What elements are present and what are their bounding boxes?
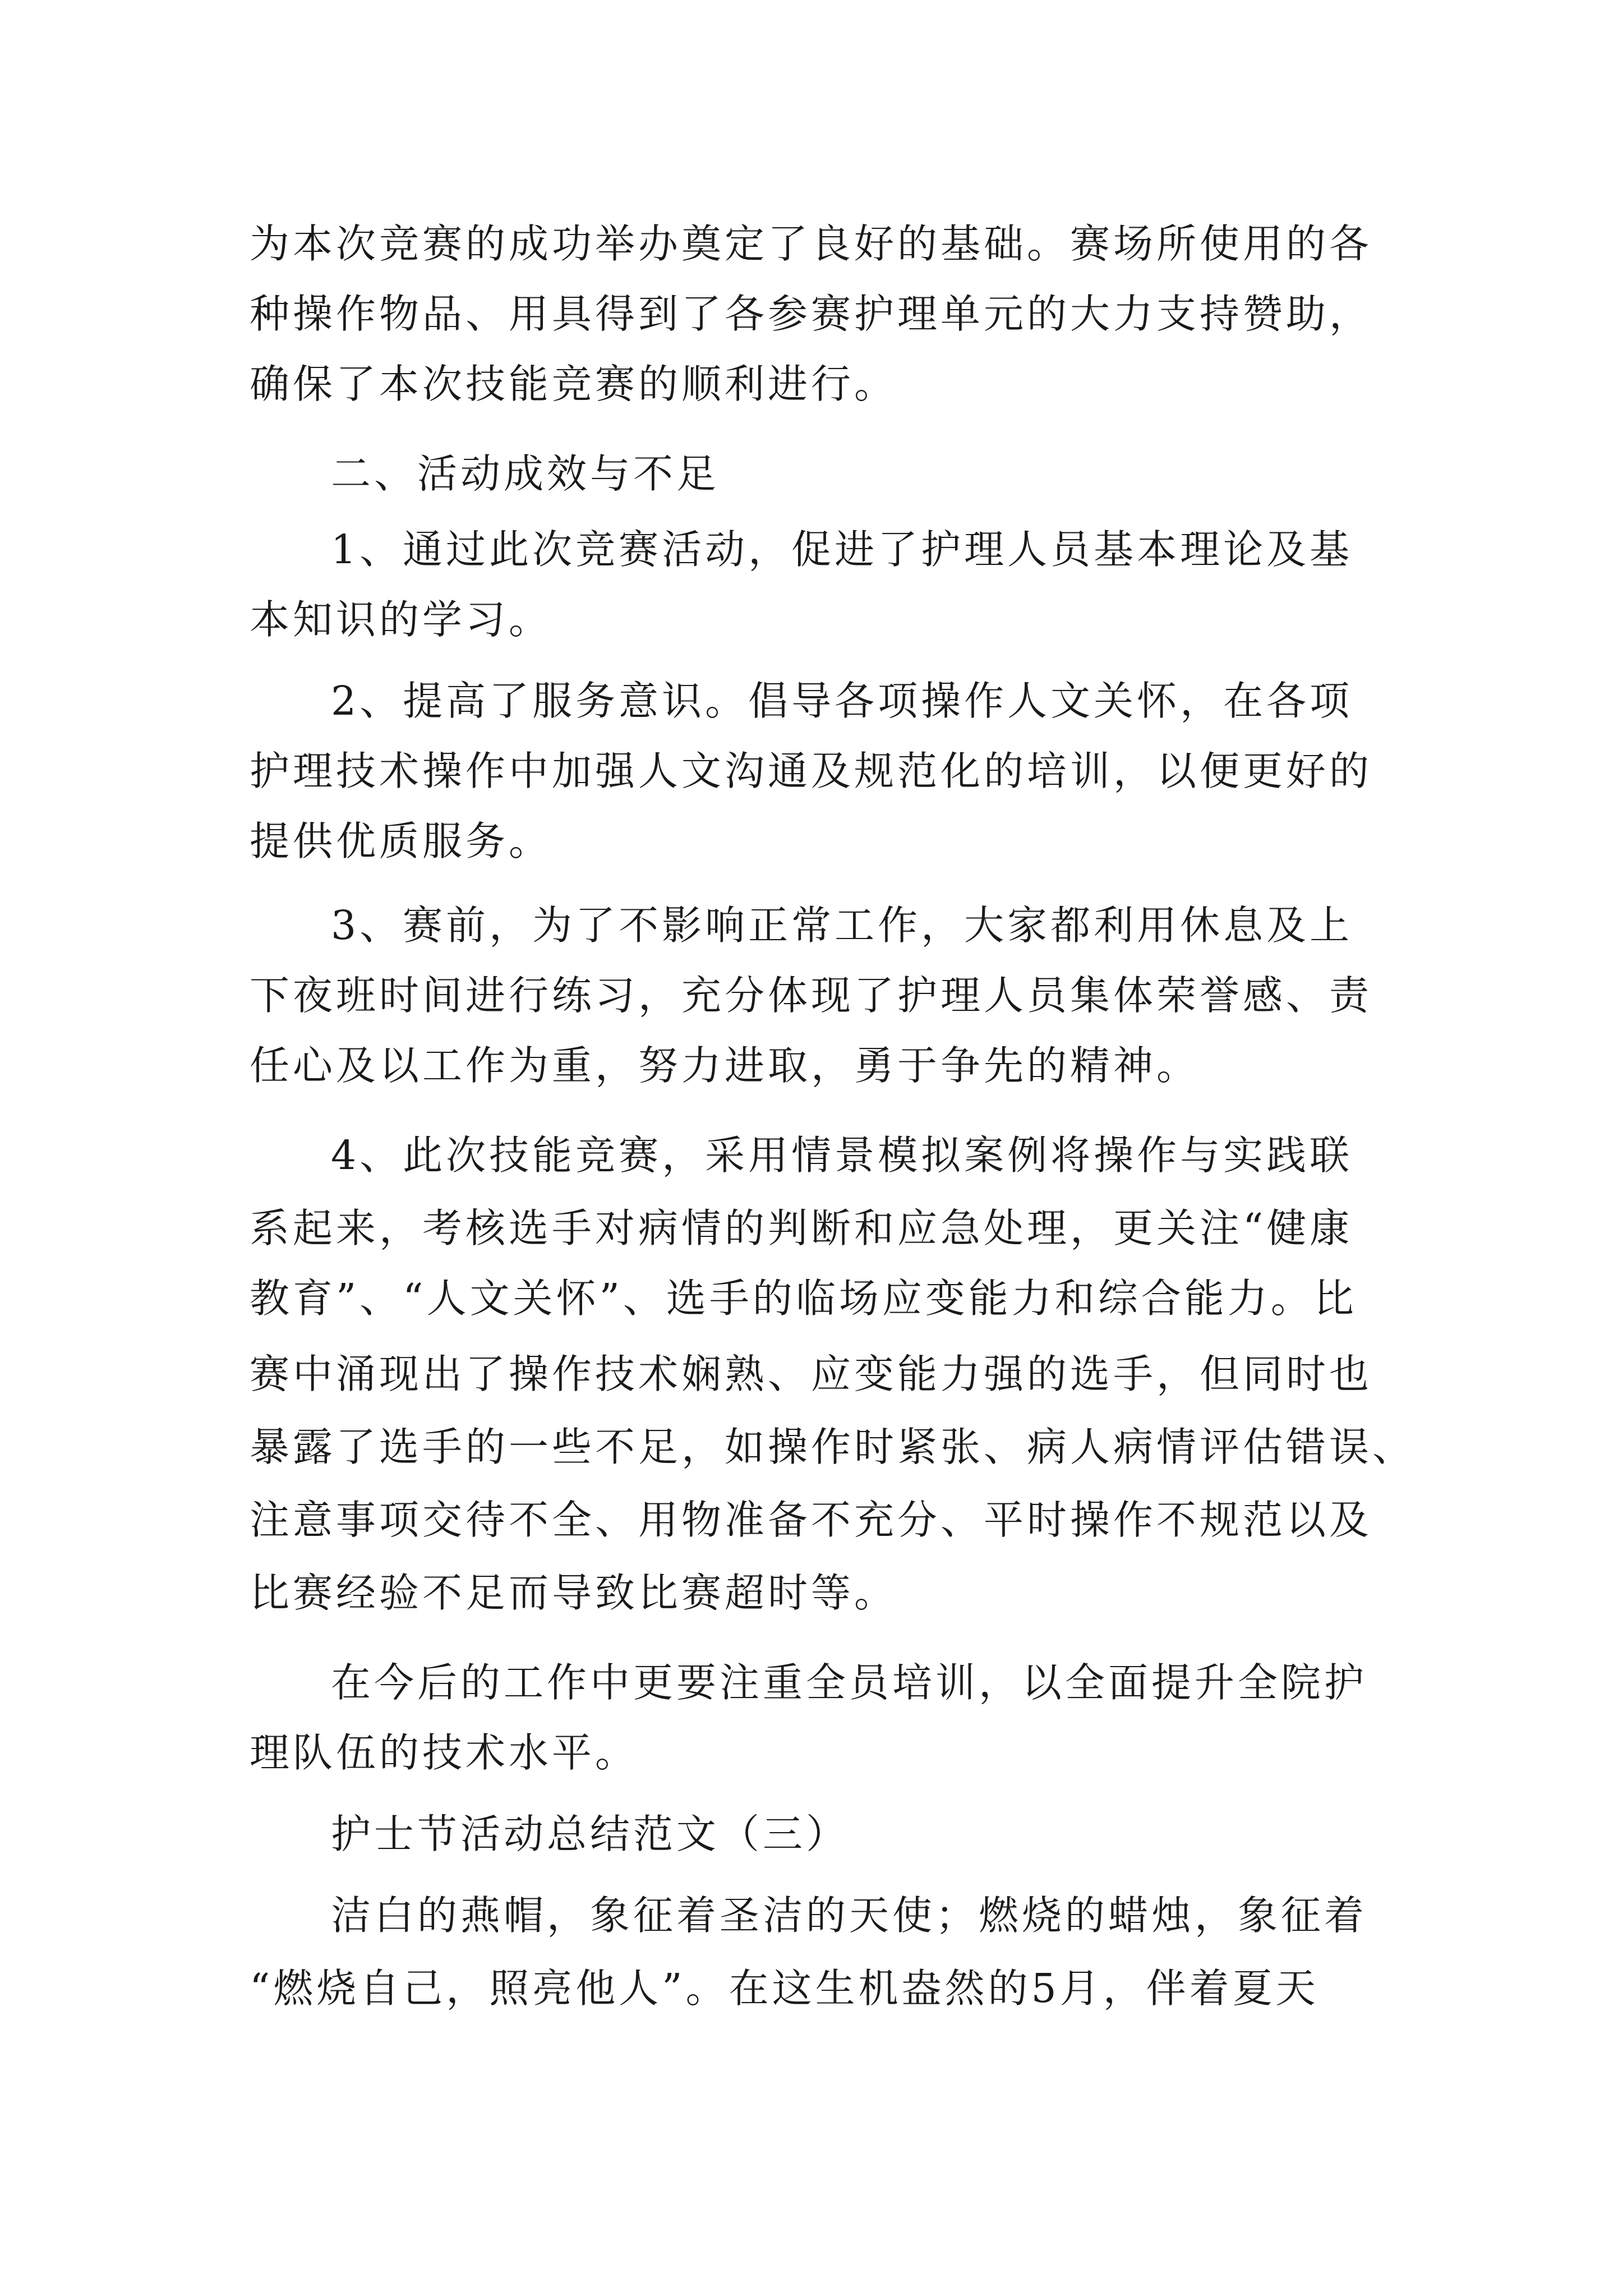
paragraph-line: 确保了本次技能竞赛的顺利进行。 xyxy=(250,361,898,407)
paragraph-line: 系起来，考核选手对病情的判断和应急处理，更关注“健康 xyxy=(250,1205,1353,1251)
paragraph-line: “燃烧自己，照亮他人”。在这生机盎然的5月，伴着夏天 xyxy=(250,1965,1319,2012)
paragraph-line: 种操作物品、用具得到了各参赛护理单元的大力支持赞助， xyxy=(250,291,1373,337)
paragraph-line: 理队伍的技术水平。 xyxy=(250,1729,639,1776)
paragraph-line: 提供优质服务。 xyxy=(250,818,552,864)
paragraph-line: 洁白的燕帽，象征着圣洁的天使；燃烧的蜡烛，象征着 xyxy=(331,1892,1368,1939)
paragraph-line: 下夜班时间进行练习，充分体现了护理人员集体荣誉感、责 xyxy=(250,972,1373,1019)
paragraph-line: 赛中涌现出了操作技术娴熟、应变能力强的选手，但同时也 xyxy=(250,1351,1373,1397)
paragraph-line: 在今后的工作中更要注重全员培训，以全面提升全院护 xyxy=(331,1659,1368,1706)
paragraph-line: 暴露了选手的一些不足，如操作时紧张、病人病情评估错误、 xyxy=(250,1424,1416,1470)
paragraph-line: 教育”、“人文关怀”、选手的临场应变能力和综合能力。比 xyxy=(250,1275,1357,1322)
paragraph-line: 4、此次技能竞赛，采用情景模拟案例将操作与实践联 xyxy=(331,1132,1353,1179)
paragraph-line: 为本次竞赛的成功举办奠定了良好的基础。赛场所使用的各 xyxy=(250,220,1373,267)
paragraph-line: 2、提高了服务意识。倡导各项操作人文关怀，在各项 xyxy=(331,678,1353,724)
section-heading: 护士节活动总结范文（三） xyxy=(331,1811,850,1857)
paragraph-line: 注意事项交待不全、用物准备不充分、平时操作不规范以及 xyxy=(250,1497,1373,1543)
paragraph-line: 1、通过此次竞赛活动，促进了护理人员基本理论及基 xyxy=(331,526,1353,573)
paragraph-line: 比赛经验不足而导致比赛超时等。 xyxy=(250,1570,898,1616)
paragraph-line: 护理技术操作中加强人文沟通及规范化的培训，以便更好的 xyxy=(250,748,1373,794)
section-heading: 二、活动成效与不足 xyxy=(331,450,720,497)
paragraph-line: 3、赛前，为了不影响正常工作，大家都利用休息及上 xyxy=(331,902,1353,949)
paragraph-line: 任心及以工作为重，努力进取，勇于争先的精神。 xyxy=(250,1042,1200,1089)
paragraph-line: 本知识的学习。 xyxy=(250,596,552,643)
